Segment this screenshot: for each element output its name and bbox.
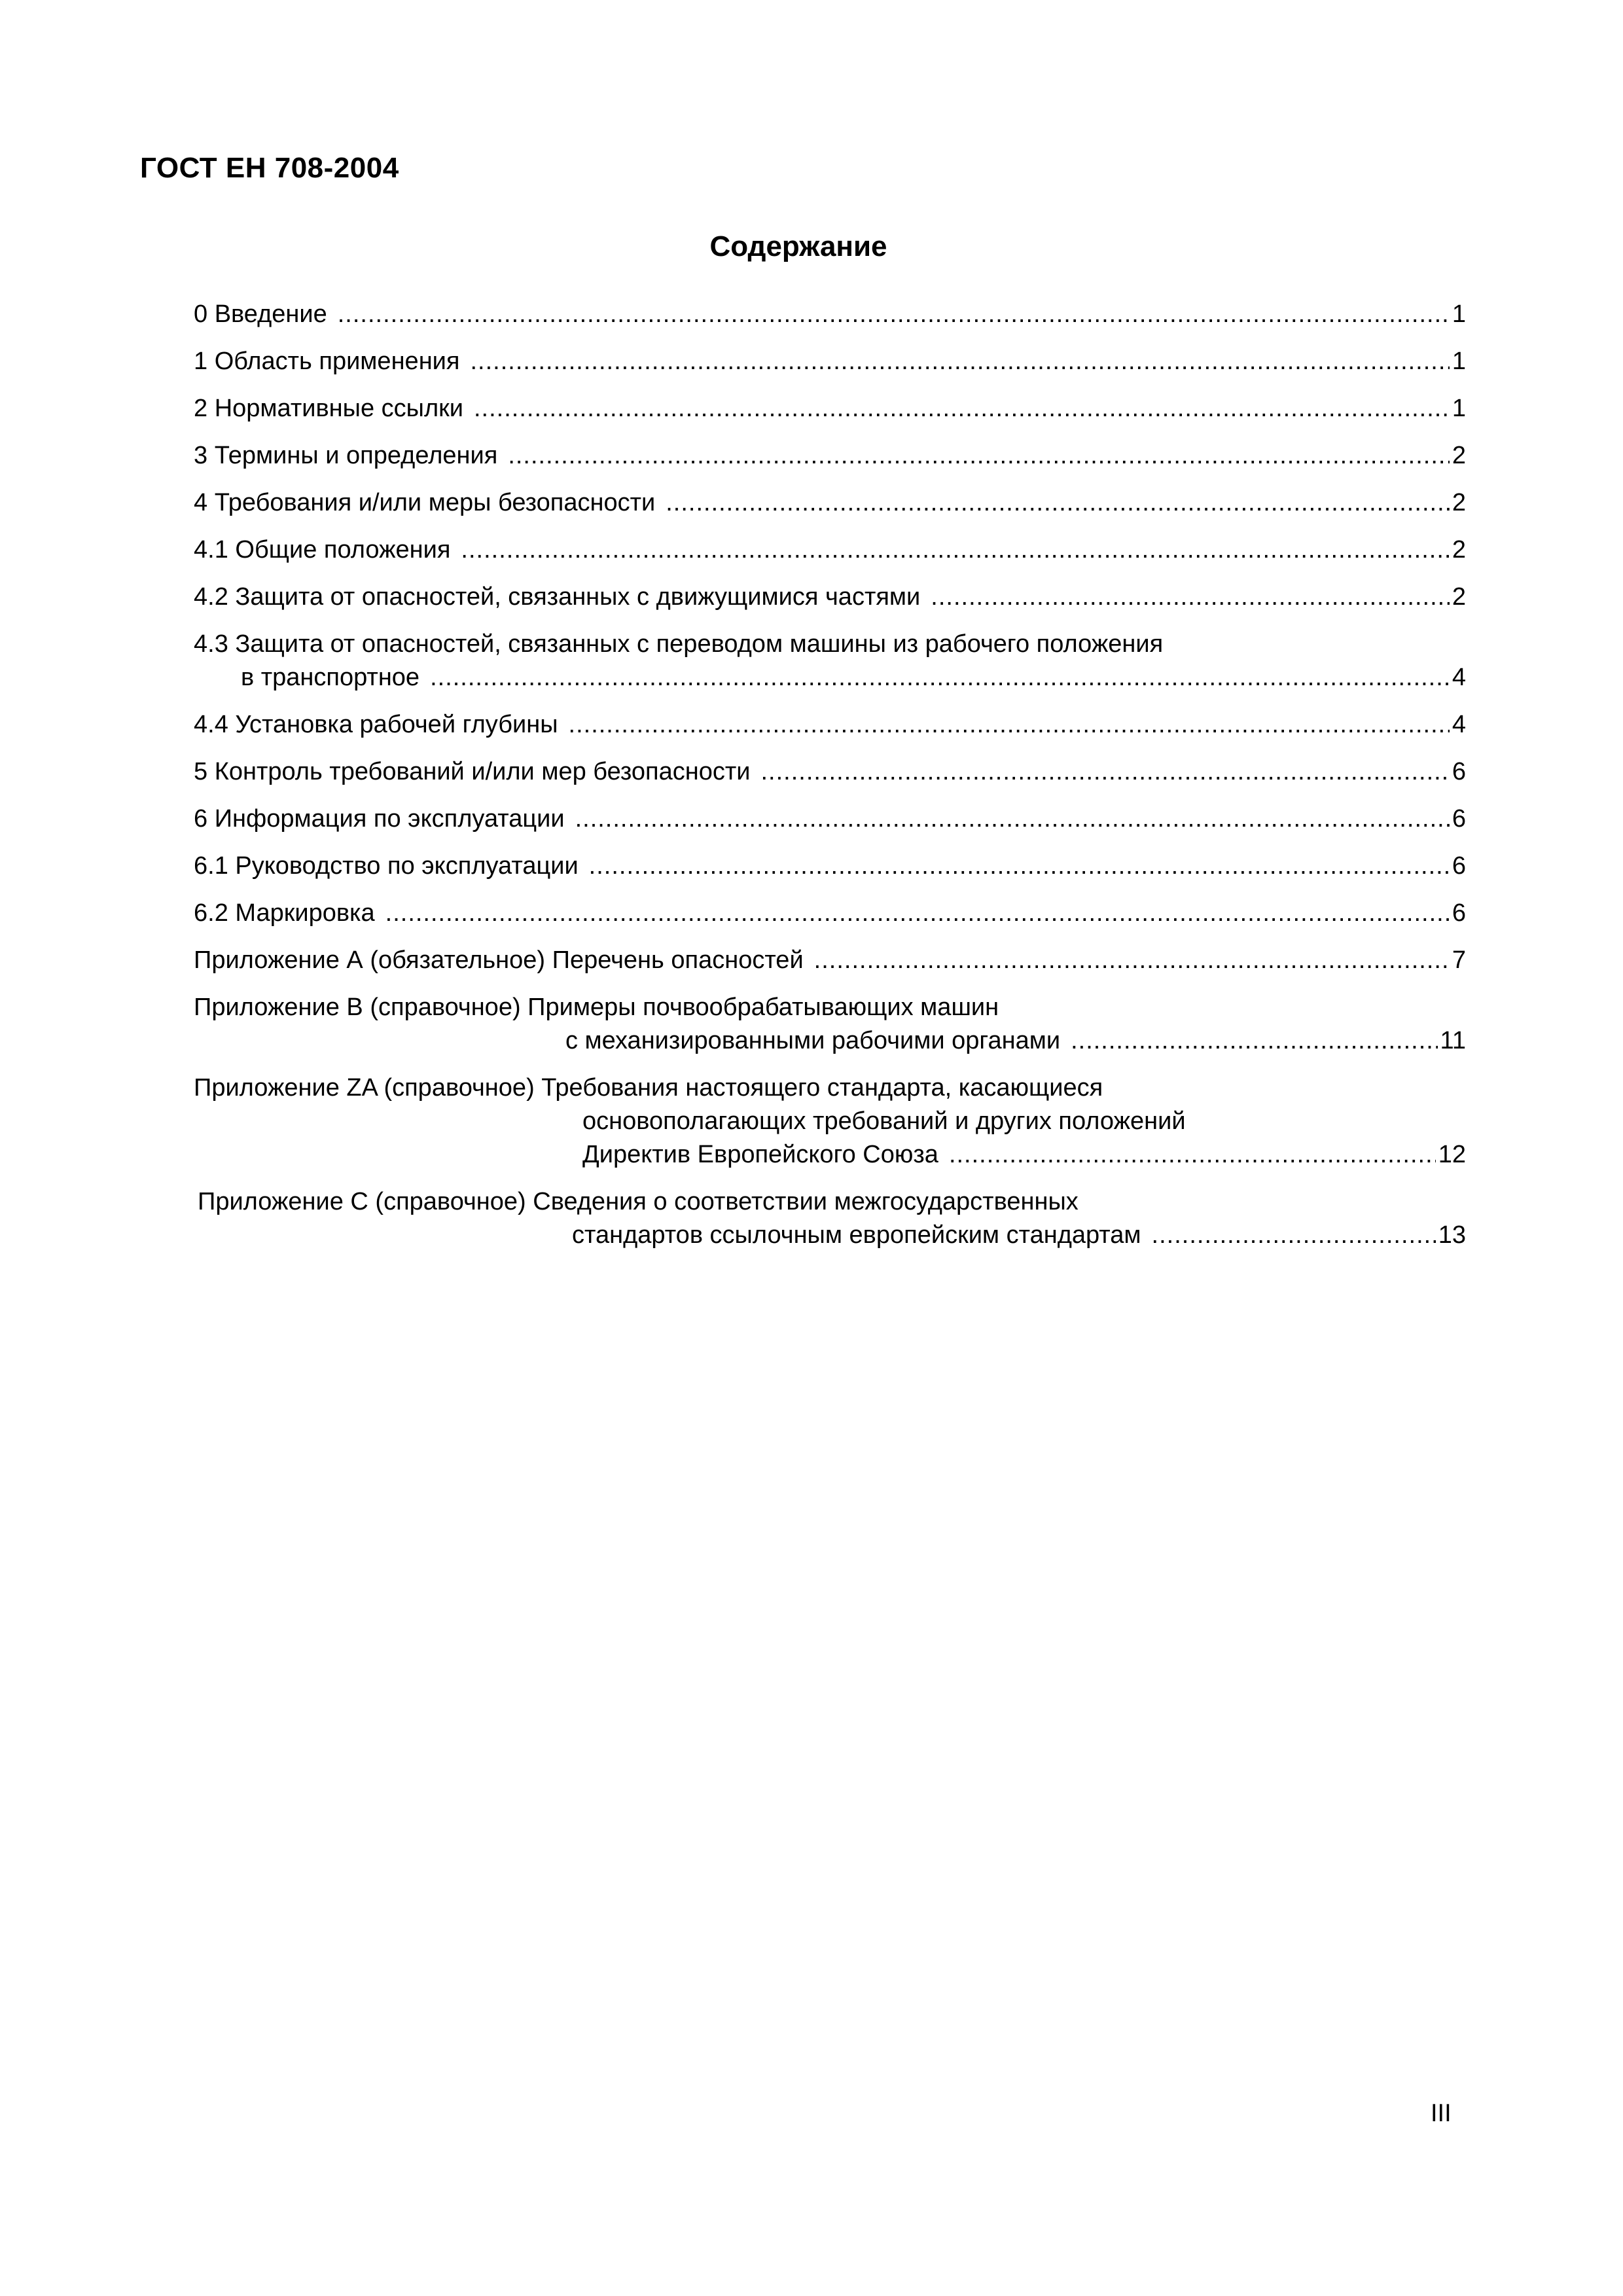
toc-entry-page: 1 bbox=[1452, 395, 1466, 422]
toc-entry-page: 12 bbox=[1438, 1141, 1466, 1168]
toc-entry-page: 11 bbox=[1440, 1027, 1466, 1054]
dot-leader bbox=[1152, 1219, 1436, 1252]
toc-entry[interactable] bbox=[194, 897, 1466, 930]
dot-leader bbox=[575, 802, 1450, 836]
toc-entry[interactable] bbox=[194, 802, 1466, 836]
toc-entry-page: 13 bbox=[1438, 1221, 1466, 1249]
toc-entry-title: Приложение ZA (справочное) Требования настоящего стандарта, касающиеся bbox=[194, 1074, 1103, 1102]
toc-entry-title: 5 Контроль требований и/или мер безопасности bbox=[194, 758, 751, 785]
toc-entry[interactable] bbox=[194, 345, 1466, 378]
toc-entry-title-continued: Директив Европейского Союза bbox=[582, 1141, 938, 1168]
toc-entry-title: 6.2 Маркировка bbox=[194, 899, 375, 927]
toc-entry-title: Приложение В (справочное) Примеры почвообрабатывающих машин bbox=[194, 994, 999, 1021]
page-number: III bbox=[1431, 2100, 1452, 2127]
toc-entry-title: 6.1 Руководство по эксплуатации bbox=[194, 852, 579, 880]
toc-entry-title: Приложение С (справочное) Сведения о соответствии межгосударственных bbox=[198, 1188, 1079, 1215]
toc-entry-title: 6 Информация по эксплуатации bbox=[194, 805, 565, 833]
toc-entry-title: 4 Требования и/или меры безопасности bbox=[194, 489, 656, 516]
toc-entry[interactable] bbox=[194, 755, 1466, 789]
toc-entry-title-continued: с механизированными рабочими органами bbox=[565, 1027, 1061, 1054]
toc-entry-page: 1 bbox=[1452, 348, 1466, 375]
dot-leader bbox=[1071, 1024, 1437, 1058]
dot-leader bbox=[666, 486, 1450, 520]
toc-entry[interactable] bbox=[194, 533, 1466, 567]
toc-entry-title-continued: основополагающих требований и других положений bbox=[582, 1107, 1186, 1135]
toc-entry-title: 1 Область применения bbox=[194, 348, 460, 375]
dot-leader bbox=[508, 439, 1450, 473]
toc-entry-page: 6 bbox=[1452, 758, 1466, 785]
dot-leader bbox=[931, 581, 1450, 614]
toc-entry[interactable] bbox=[194, 1071, 1466, 1172]
toc-entry[interactable] bbox=[194, 1185, 1466, 1252]
dot-leader bbox=[461, 533, 1449, 567]
toc-entry-page: 2 bbox=[1452, 489, 1466, 516]
toc-entry-title: 2 Нормативные ссылки bbox=[194, 395, 463, 422]
dot-leader bbox=[569, 708, 1450, 742]
toc-entry-page: 2 bbox=[1452, 442, 1466, 469]
toc-entry[interactable] bbox=[194, 628, 1466, 694]
toc-entry[interactable] bbox=[194, 486, 1466, 520]
toc-entry-page: 6 bbox=[1452, 852, 1466, 880]
toc-entry-title: Приложение А (обязательное) Перечень опасностей bbox=[194, 946, 804, 974]
toc-entry[interactable] bbox=[194, 581, 1466, 614]
toc-entry-page: 4 bbox=[1452, 664, 1466, 691]
toc-entry-title: 0 Введение bbox=[194, 300, 327, 328]
toc-title: Содержание bbox=[709, 230, 887, 262]
toc-entry-page: 6 bbox=[1452, 805, 1466, 833]
document-code: ГОСТ ЕН 708-2004 bbox=[140, 152, 399, 184]
toc-entry-title-continued: стандартов ссылочным европейским стандартам bbox=[572, 1221, 1141, 1249]
toc-entry-title: 4.3 Защита от опасностей, связанных с переводом машины из рабочего положения bbox=[194, 630, 1164, 658]
toc-entry-title-continued: в транспортное bbox=[241, 664, 420, 691]
toc-entry[interactable] bbox=[194, 944, 1466, 977]
dot-leader bbox=[589, 850, 1450, 883]
dot-leader bbox=[470, 345, 1449, 378]
toc-entry-page: 7 bbox=[1452, 946, 1466, 974]
toc-entry-page: 6 bbox=[1452, 899, 1466, 927]
toc-entry-title: 3 Термины и определения bbox=[194, 442, 498, 469]
dot-leader bbox=[385, 897, 1450, 930]
toc-entry-title: 4.1 Общие положения bbox=[194, 536, 451, 564]
toc-entry-page: 2 bbox=[1452, 536, 1466, 564]
dot-leader bbox=[761, 755, 1450, 789]
toc-entry[interactable] bbox=[194, 991, 1466, 1058]
toc-entry[interactable] bbox=[194, 439, 1466, 473]
toc-entry[interactable] bbox=[194, 850, 1466, 883]
dot-leader bbox=[338, 298, 1450, 331]
toc-entry-page: 4 bbox=[1452, 711, 1466, 738]
toc-entry[interactable] bbox=[194, 708, 1466, 742]
dot-leader bbox=[430, 661, 1450, 694]
table-of-contents bbox=[194, 298, 1466, 1252]
toc-entry-page: 2 bbox=[1452, 583, 1466, 611]
dot-leader bbox=[814, 944, 1450, 977]
dot-leader bbox=[474, 392, 1450, 425]
toc-entry[interactable] bbox=[194, 298, 1466, 331]
toc-entry-page: 1 bbox=[1452, 300, 1466, 328]
toc-entry-title: 4.2 Защита от опасностей, связанных с движущимися частями bbox=[194, 583, 921, 611]
dot-leader bbox=[949, 1138, 1436, 1172]
toc-entry[interactable] bbox=[194, 392, 1466, 425]
toc-entry-title: 4.4 Установка рабочей глубины bbox=[194, 711, 558, 738]
